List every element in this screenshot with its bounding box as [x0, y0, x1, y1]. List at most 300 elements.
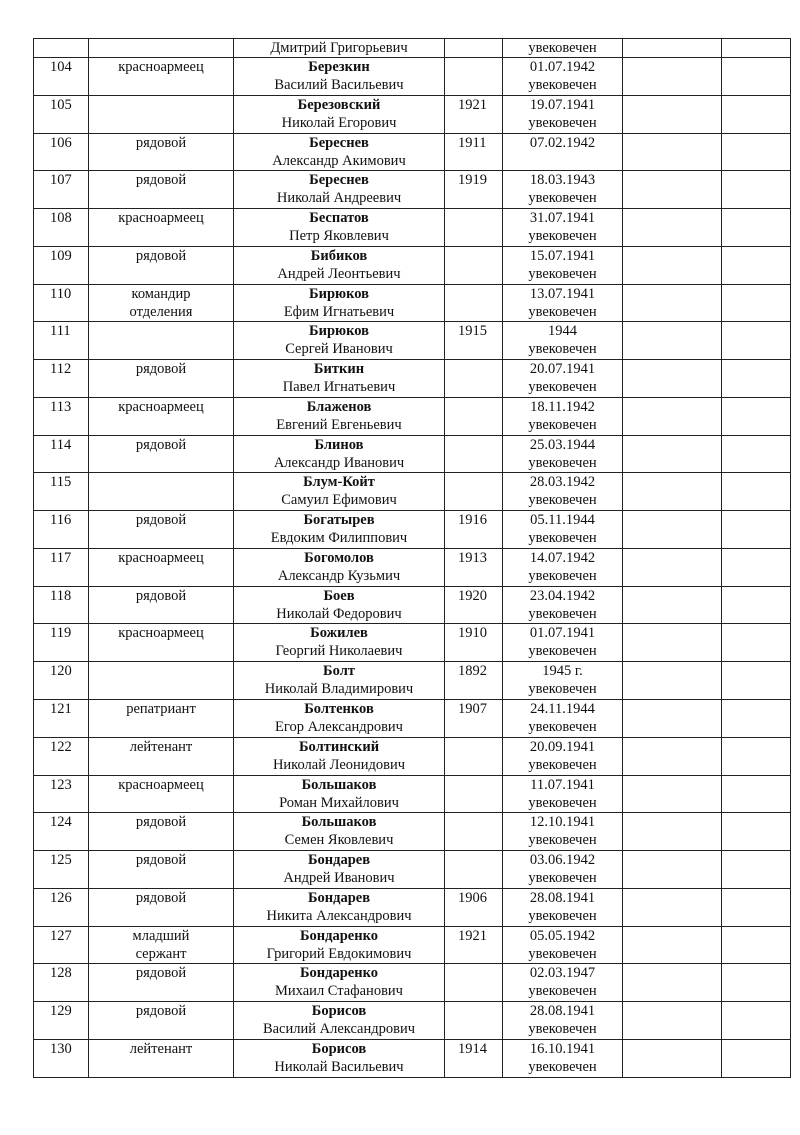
birth-year: 1916 — [458, 512, 487, 529]
surname: Березовский — [297, 96, 381, 113]
given-name: Георгий Николаевич — [275, 643, 403, 660]
death-date: 28.08.1941 — [529, 889, 596, 906]
status-cell — [503, 246, 623, 284]
surname: Бибиков — [310, 247, 368, 264]
status-text: увековечен — [528, 719, 597, 736]
blank-cell — [623, 926, 722, 964]
given-name: Николай Васильевич — [274, 1058, 404, 1075]
year-cell — [445, 511, 503, 549]
year-cell — [445, 360, 503, 398]
surname: Большаков — [301, 776, 377, 793]
year-cell — [445, 473, 503, 511]
status-text: увековечен — [528, 983, 597, 1000]
death-date: 14.07.1942 — [529, 549, 596, 566]
surname: Беспатов — [309, 210, 369, 227]
blank-cell — [623, 133, 722, 171]
status-text: увековечен — [528, 416, 597, 433]
death-date: 03.06.1942 — [529, 852, 596, 869]
death-date: 07.02.1942 — [529, 134, 596, 151]
blank-cell — [623, 964, 722, 1002]
year-cell — [445, 888, 503, 926]
status-text: увековечен — [528, 190, 597, 207]
year-cell — [445, 624, 503, 662]
memorial-roster-table — [33, 38, 791, 1078]
rank-text-line1: командир — [131, 285, 191, 302]
blank-cell — [623, 435, 722, 473]
name-cell — [234, 737, 445, 775]
table-row — [34, 624, 791, 662]
name-cell — [234, 95, 445, 133]
birth-year: 1921 — [458, 927, 487, 944]
rank-text: рядовой — [135, 512, 187, 529]
table-row — [34, 737, 791, 775]
year-cell — [445, 58, 503, 96]
row-number: 110 — [50, 285, 72, 302]
death-date: 18.11.1942 — [530, 398, 595, 415]
given-name: Михаил Стафанович — [275, 983, 403, 1000]
rank-cell — [89, 548, 234, 586]
status-cell — [503, 926, 623, 964]
given-name: Николай Владимирович — [264, 681, 414, 698]
blank-cell — [722, 39, 791, 58]
rank-text: лейтенант — [129, 1040, 193, 1057]
num-cell — [34, 397, 89, 435]
num-cell — [34, 39, 89, 58]
year-cell — [445, 39, 503, 58]
blank-cell — [623, 1039, 722, 1077]
birth-year: 1911 — [458, 134, 487, 151]
rank-text: рядовой — [135, 889, 187, 906]
death-date: 01.07.1941 — [529, 625, 596, 642]
surname: Богомолов — [304, 549, 374, 566]
name-cell — [234, 133, 445, 171]
num-cell — [34, 888, 89, 926]
given-name: Семен Яковлевич — [284, 832, 394, 849]
row-number: 113 — [50, 398, 72, 415]
continuation-row — [34, 39, 791, 58]
blank-cell — [722, 926, 791, 964]
table-row — [34, 95, 791, 133]
blank-cell — [623, 548, 722, 586]
rank-cell — [89, 851, 234, 889]
death-date: 02.03.1947 — [529, 965, 596, 982]
status-cell — [503, 548, 623, 586]
row-number: 109 — [50, 247, 72, 264]
given-name: Дмитрий Григорьевич — [270, 40, 408, 56]
rank-text: рядовой — [135, 814, 187, 831]
name-cell — [234, 1039, 445, 1077]
status-cell — [503, 586, 623, 624]
rank-cell — [89, 964, 234, 1002]
given-name: Александр Кузьмич — [277, 567, 401, 584]
status-cell — [503, 511, 623, 549]
row-number: 111 — [50, 323, 71, 340]
status-cell — [503, 95, 623, 133]
blank-cell — [722, 700, 791, 738]
row-number: 125 — [50, 852, 72, 869]
given-name: Николай Егорович — [281, 114, 397, 131]
table-row — [34, 775, 791, 813]
table-row — [34, 926, 791, 964]
status-cell — [503, 473, 623, 511]
status-text: увековечен — [528, 1058, 597, 1075]
status-text: увековечен — [528, 454, 597, 471]
blank-cell — [722, 586, 791, 624]
blank-cell — [722, 435, 791, 473]
surname: Береснев — [309, 172, 369, 189]
year-cell — [445, 813, 503, 851]
num-cell — [34, 435, 89, 473]
birth-year: 1915 — [458, 323, 487, 340]
birth-year: 1892 — [458, 663, 487, 680]
given-name: Никита Александрович — [266, 907, 412, 924]
blank-cell — [623, 95, 722, 133]
blank-cell — [623, 58, 722, 96]
table-row — [34, 964, 791, 1002]
blank-cell — [623, 813, 722, 851]
blank-cell — [623, 397, 722, 435]
year-cell — [445, 1039, 503, 1077]
death-date: 20.07.1941 — [529, 361, 596, 378]
blank-cell — [722, 209, 791, 247]
num-cell — [34, 209, 89, 247]
name-cell — [234, 360, 445, 398]
year-cell — [445, 95, 503, 133]
year-cell — [445, 586, 503, 624]
num-cell — [34, 548, 89, 586]
table-row — [34, 700, 791, 738]
table-row — [34, 662, 791, 700]
year-cell — [445, 435, 503, 473]
year-cell — [445, 775, 503, 813]
row-number: 128 — [50, 965, 72, 982]
surname: Божилев — [310, 625, 368, 642]
year-cell — [445, 133, 503, 171]
table-row — [34, 58, 791, 96]
rank-cell — [89, 397, 234, 435]
row-number: 119 — [50, 625, 72, 642]
surname: Блаженов — [306, 398, 372, 415]
birth-year: 1906 — [458, 889, 487, 906]
table-row — [34, 397, 791, 435]
status-text: увековечен — [528, 681, 597, 698]
status-text: увековечен — [528, 114, 597, 131]
death-date: 31.07.1941 — [529, 210, 596, 227]
given-name: Егор Александрович — [275, 719, 403, 736]
surname: Боев — [323, 587, 355, 604]
row-number: 115 — [50, 474, 72, 491]
blank-cell — [623, 473, 722, 511]
status-cell — [503, 171, 623, 209]
given-name: Ефим Игнатьевич — [283, 303, 395, 320]
surname: Болт — [323, 663, 355, 680]
num-cell — [34, 926, 89, 964]
death-date: 11.07.1941 — [530, 776, 595, 793]
name-cell — [234, 851, 445, 889]
blank-cell — [722, 473, 791, 511]
surname: Бондаренко — [299, 927, 379, 944]
rank-text: рядовой — [135, 965, 187, 982]
name-cell — [234, 926, 445, 964]
rank-cell — [89, 95, 234, 133]
surname: Береснев — [309, 134, 369, 151]
num-cell — [34, 58, 89, 96]
status-cell — [503, 284, 623, 322]
rank-cell — [89, 473, 234, 511]
blank-cell — [623, 171, 722, 209]
status-text: увековечен — [528, 567, 597, 584]
given-name: Евгений Евгеньевич — [276, 416, 402, 433]
rank-cell — [89, 775, 234, 813]
blank-cell — [623, 700, 722, 738]
status-cell — [503, 58, 623, 96]
name-cell — [234, 246, 445, 284]
blank-cell — [623, 360, 722, 398]
blank-cell — [623, 1002, 722, 1040]
table-row — [34, 1002, 791, 1040]
row-number: 117 — [50, 549, 72, 566]
table-row — [34, 322, 791, 360]
num-cell — [34, 1002, 89, 1040]
death-date: 1945 г. — [542, 663, 583, 680]
rank-text: рядовой — [135, 134, 187, 151]
status-cell — [503, 1002, 623, 1040]
name-cell — [234, 473, 445, 511]
death-date: 20.09.1941 — [529, 738, 596, 755]
status-cell — [503, 737, 623, 775]
given-name: Григорий Евдокимович — [266, 945, 412, 962]
death-date: 16.10.1941 — [529, 1040, 596, 1057]
given-name: Николай Федорович — [276, 605, 402, 622]
blank-cell — [722, 888, 791, 926]
row-number: 107 — [50, 172, 72, 189]
rank-text: рядовой — [135, 172, 187, 189]
status-text: увековечен — [528, 228, 597, 245]
death-date: 1944 — [548, 323, 577, 340]
num-cell — [34, 851, 89, 889]
rank-cell — [89, 133, 234, 171]
num-cell — [34, 737, 89, 775]
blank-cell — [623, 511, 722, 549]
status-cell — [503, 851, 623, 889]
table-row — [34, 548, 791, 586]
table-row — [34, 888, 791, 926]
status-text: увековечен — [528, 341, 597, 358]
birth-year: 1910 — [458, 625, 487, 642]
name-cell — [234, 284, 445, 322]
name-cell — [234, 548, 445, 586]
blank-cell — [623, 662, 722, 700]
status-text: увековечен — [528, 756, 597, 773]
blank-cell — [623, 39, 722, 58]
row-number: 104 — [50, 59, 72, 75]
row-number: 122 — [50, 738, 72, 755]
name-cell — [234, 624, 445, 662]
surname: Болтинский — [298, 738, 380, 755]
blank-cell — [722, 133, 791, 171]
surname: Болтенков — [304, 701, 374, 718]
birth-year: 1914 — [458, 1040, 487, 1057]
name-cell — [234, 888, 445, 926]
table-row — [34, 133, 791, 171]
name-cell — [234, 322, 445, 360]
status-text: увековечен — [528, 77, 597, 93]
rank-cell — [89, 737, 234, 775]
blank-cell — [623, 888, 722, 926]
status-text: увековечен — [528, 794, 597, 811]
blank-cell — [623, 322, 722, 360]
rank-cell — [89, 586, 234, 624]
status-cell — [503, 435, 623, 473]
status-cell — [503, 624, 623, 662]
rank-text: красноармеец — [118, 398, 204, 415]
blank-cell — [722, 171, 791, 209]
status-cell — [503, 775, 623, 813]
year-cell — [445, 548, 503, 586]
row-number: 127 — [50, 927, 72, 944]
surname: Бондарев — [307, 889, 371, 906]
surname: Блинов — [314, 436, 364, 453]
row-number: 130 — [50, 1040, 72, 1057]
name-cell — [234, 964, 445, 1002]
blank-cell — [722, 1002, 791, 1040]
status-text: увековечен — [528, 379, 597, 396]
name-cell — [234, 586, 445, 624]
name-cell — [234, 171, 445, 209]
status-text: увековечен — [528, 265, 597, 282]
status-cell — [503, 209, 623, 247]
death-date: 23.04.1942 — [529, 587, 596, 604]
blank-cell — [722, 813, 791, 851]
surname: Бондарев — [307, 852, 371, 869]
roster-body — [34, 39, 791, 1078]
name-cell — [234, 700, 445, 738]
name-cell — [234, 435, 445, 473]
given-name: Василий Васильевич — [274, 77, 404, 93]
num-cell — [34, 1039, 89, 1077]
num-cell — [34, 511, 89, 549]
year-cell — [445, 246, 503, 284]
year-cell — [445, 1002, 503, 1040]
row-number: 116 — [50, 512, 72, 529]
blank-cell — [623, 737, 722, 775]
surname: Борисов — [311, 1003, 367, 1020]
year-cell — [445, 926, 503, 964]
death-date: 01.07.1942 — [529, 59, 596, 75]
birth-year: 1913 — [458, 549, 487, 566]
table-row — [34, 851, 791, 889]
num-cell — [34, 624, 89, 662]
blank-cell — [722, 851, 791, 889]
surname: Блум-Койт — [303, 474, 375, 491]
num-cell — [34, 775, 89, 813]
rank-cell — [89, 511, 234, 549]
name-cell — [234, 813, 445, 851]
rank-text-line1: младший — [132, 927, 190, 944]
death-date: 18.03.1943 — [529, 172, 596, 189]
given-name: Самуил Ефимович — [281, 492, 397, 509]
surname: Борисов — [311, 1040, 367, 1057]
given-name: Павел Игнатьевич — [282, 379, 396, 396]
status-text: увековечен — [528, 605, 597, 622]
row-number: 108 — [50, 210, 72, 227]
rank-text: рядовой — [135, 587, 187, 604]
rank-text: репатриант — [126, 701, 196, 718]
table-row — [34, 1039, 791, 1077]
birth-year: 1919 — [458, 172, 487, 189]
rank-cell — [89, 246, 234, 284]
num-cell — [34, 473, 89, 511]
name-cell — [234, 58, 445, 96]
num-cell — [34, 813, 89, 851]
status-cell — [503, 39, 623, 58]
blank-cell — [623, 775, 722, 813]
status-cell — [503, 360, 623, 398]
table-row — [34, 246, 791, 284]
death-date: 19.07.1941 — [529, 96, 596, 113]
blank-cell — [722, 964, 791, 1002]
status-cell — [503, 888, 623, 926]
num-cell — [34, 586, 89, 624]
year-cell — [445, 284, 503, 322]
row-number: 129 — [50, 1003, 72, 1020]
death-date: 13.07.1941 — [529, 285, 596, 302]
status-text: увековечен — [528, 945, 597, 962]
rank-cell — [89, 171, 234, 209]
status-text: увековечен — [528, 303, 597, 320]
year-cell — [445, 851, 503, 889]
blank-cell — [623, 586, 722, 624]
num-cell — [34, 700, 89, 738]
surname: Бирюков — [309, 323, 369, 340]
given-name: Андрей Иванович — [283, 870, 395, 887]
death-date: 05.11.1944 — [530, 512, 595, 529]
status-text: увековечен — [528, 643, 597, 660]
rank-text: рядовой — [135, 361, 187, 378]
given-name: Андрей Леонтьевич — [277, 265, 401, 282]
blank-cell — [722, 95, 791, 133]
table-row — [34, 171, 791, 209]
blank-cell — [722, 1039, 791, 1077]
death-date: 15.07.1941 — [529, 247, 596, 264]
status-cell — [503, 964, 623, 1002]
death-date: 28.03.1942 — [529, 474, 596, 491]
rank-cell — [89, 1039, 234, 1077]
row-number: 120 — [50, 663, 72, 680]
blank-cell — [623, 209, 722, 247]
blank-cell — [722, 775, 791, 813]
name-cell — [234, 775, 445, 813]
table-row — [34, 435, 791, 473]
blank-cell — [722, 58, 791, 96]
row-number: 123 — [50, 776, 72, 793]
status-text: увековечен — [528, 530, 597, 547]
status-text: увековечен — [528, 870, 597, 887]
surname: Большаков — [301, 814, 377, 831]
num-cell — [34, 95, 89, 133]
blank-cell — [623, 284, 722, 322]
row-number: 126 — [50, 889, 72, 906]
rank-text-line2: сержант — [135, 945, 187, 962]
rank-cell — [89, 1002, 234, 1040]
blank-cell — [722, 662, 791, 700]
status-text: увековечен — [528, 832, 597, 849]
death-date: 12.10.1941 — [529, 814, 596, 831]
status-cell — [503, 322, 623, 360]
surname: Биткин — [313, 361, 365, 378]
name-cell — [234, 1002, 445, 1040]
num-cell — [34, 133, 89, 171]
